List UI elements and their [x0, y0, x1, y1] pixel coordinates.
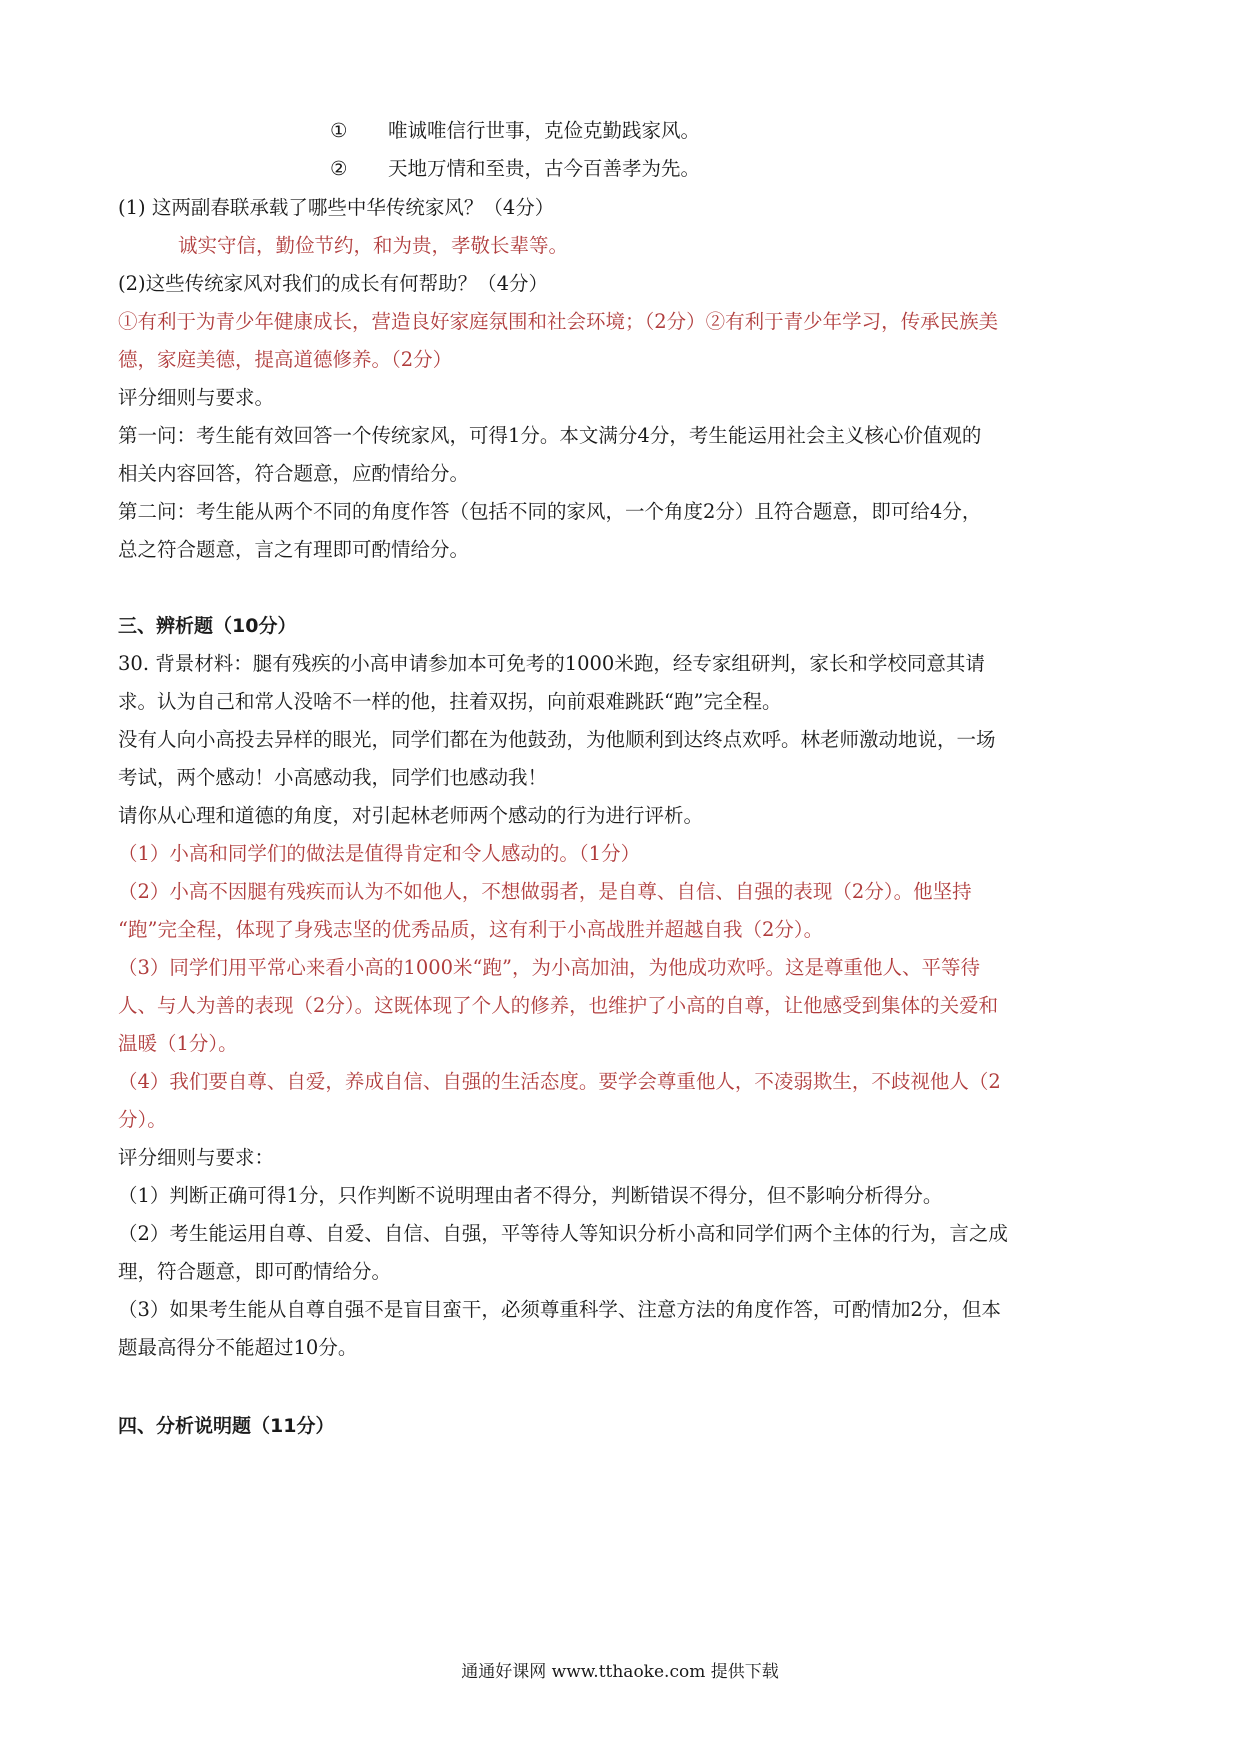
- couplet-2-text: 天地万情和至贵，古今百善孝为先。: [388, 157, 701, 180]
- rubric-2-line: （2）考生能运用自尊、自爱、自信、自强，平等待人等知识分析小高和同学们两个主体的行为，言之成: [118, 1222, 1008, 1245]
- answer-1: 诚实守信，勤俭节约，和为贵，孝敬长辈等。: [178, 234, 569, 257]
- page-footer: 通通好课网 www.tthaoke.com 提供下载: [461, 1662, 779, 1682]
- couplet-1-text: 唯诚唯信行世事，克俭克勤践家风。: [388, 119, 701, 142]
- answer-2-line: ①有利于为青少年健康成长，营造良好家庭氛围和社会环境；（2分）②有利于青少年学习，传承民族美: [118, 310, 999, 333]
- question-30-line: 没有人向小高投去异样的眼光，同学们都在为他鼓劲，为他顺利到达终点欢呼。林老师激动地说，一场: [118, 728, 996, 751]
- question-2: (2)这些传统家风对我们的成长有何帮助？（4分）: [118, 272, 549, 295]
- answer-30-line: 分）。: [118, 1108, 167, 1131]
- question-1: (1) 这两副春联承载了哪些中华传统家风？（4分）: [118, 196, 555, 219]
- rubric-2-line: 题最高得分不能超过10分。: [118, 1336, 358, 1359]
- answer-30-line: 人、与人为善的表现（2分）。这既体现了个人的修养，也维护了小高的自尊，让他感受到集体的关爱和: [118, 994, 999, 1017]
- rubric-2-line: （3）如果考生能从自尊自强不是盲目蛮干，必须尊重科学、注意方法的角度作答，可酌情加2分，但本: [118, 1298, 1001, 1321]
- rubric-1-line: 总之符合题意，言之有理即可酌情给分。: [118, 538, 470, 561]
- rubric-2-title: 评分细则与要求：: [118, 1146, 275, 1169]
- couplet-1-number: ①: [330, 119, 348, 142]
- answer-30-line: （1）小高和同学们的做法是值得肯定和令人感动的。（1分）: [118, 842, 641, 865]
- answer-30-line: 温暖（1分）。: [118, 1032, 238, 1055]
- rubric-2-line: 理，符合题意，即可酌情给分。: [118, 1260, 392, 1283]
- rubric-1-line: 相关内容回答，符合题意，应酌情给分。: [118, 462, 470, 485]
- question-30-line: 考试，两个感动！小高感动我，同学们也感动我！: [118, 766, 548, 789]
- question-30-line: 请你从心理和道德的角度，对引起林老师两个感动的行为进行评析。: [118, 804, 704, 827]
- section-3-heading: 三、辨析题（10分）: [118, 615, 297, 637]
- rubric-1-title: 评分细则与要求。: [118, 386, 275, 409]
- rubric-1-line: 第一问：考生能有效回答一个传统家风，可得1分。本文满分4分，考生能运用社会主义核心价值观的: [118, 424, 982, 447]
- answer-2-line: 德，家庭美德，提高道德修养。（2分）: [118, 348, 453, 371]
- couplet-2: [330, 154, 1240, 184]
- rubric-2-line: （1）判断正确可得1分，只作判断不说明理由者不得分，判断错误不得分，但不影响分析得分。: [118, 1184, 943, 1207]
- question-30-line: 求。认为自己和常人没啥不一样的他，拄着双拐，向前艰难跳跃“跑”完全程。: [118, 690, 782, 713]
- couplet-2-number: ②: [330, 157, 348, 180]
- answer-30-line: （3）同学们用平常心来看小高的1000米“跑”，为小高加油，为他成功欢呼。这是尊重他人、平等待: [118, 956, 980, 979]
- couplet-1: [330, 116, 1240, 146]
- rubric-1-line: 第二问：考生能从两个不同的角度作答（包括不同的家风，一个角度2分）且符合题意，即可给4分，: [118, 500, 982, 523]
- answer-30-line: （2）小高不因腿有残疾而认为不如他人，不想做弱者，是自尊、自信、自强的表现（2分）。他坚持: [118, 880, 972, 903]
- answer-30-line: “跑”完全程，体现了身残志坚的优秀品质，这有利于小高战胜并超越自我（2分）。: [118, 918, 824, 941]
- question-30-line: 30. 背景材料：腿有残疾的小高申请参加本可免考的1000米跑，经专家组研判，家长和学校同意其请: [118, 652, 985, 675]
- section-4-heading: 四、分析说明题（11分）: [118, 1415, 335, 1437]
- answer-30-line: （4）我们要自尊、自爱，养成自信、自强的生活态度。要学会尊重他人，不凌弱欺生，不歧视他人（2: [118, 1070, 1001, 1093]
